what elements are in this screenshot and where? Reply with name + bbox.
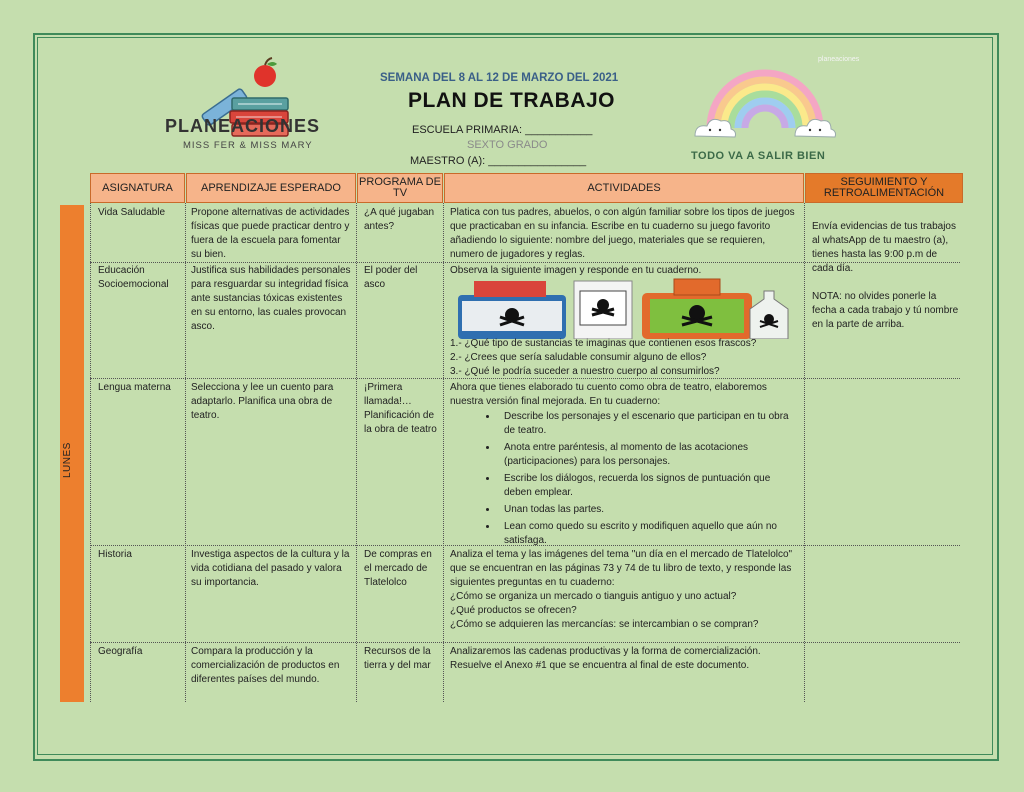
followup-note: NOTA: no olvides ponerle la fecha a cada trabajo y tú nombre en la parte de arriba.	[812, 291, 959, 330]
header-aprendizaje: APRENDIZAJE ESPERADO	[186, 173, 356, 203]
day-label: LUNES	[62, 442, 73, 478]
activity-text: Ahora que tienes elaborado tu cuento como obra de teatro, elaboremos nuestra versión final mejorada. En tu cuaderno:	[450, 382, 767, 407]
rainbow-caption: TODO VA A SALIR BIEN	[691, 150, 826, 162]
school-field: ESCUELA PRIMARIA: ___________	[412, 124, 593, 136]
list-item: • Escribe los diálogos, recuerda los signos de puntuación que deben emplear.	[498, 471, 800, 500]
tv-geografia: Recursos de la tierra y del mar	[364, 646, 431, 671]
tv-socioemocional: El poder del asco	[364, 265, 418, 290]
activity-text: Analiza el tema y las imágenes del tema "un día en el mercado de Tlatelolco" que se encuentran en las páginas 73 y 74 de tu libro de texto, y responde las siguientes preguntas en tu cuaderno:	[450, 549, 793, 588]
rainbow-icon	[690, 58, 840, 148]
grid-line	[804, 203, 805, 702]
question-3: 3.- ¿Qué le podría suceder a nuestro cuerpo al consumirlos?	[450, 366, 720, 377]
activity-text: Observa la siguiente imagen y responde en tu cuaderno.	[450, 265, 702, 276]
learning-socioemocional: Justifica sus habilidades personales para resguardar su integridad física ante sustancias tóxicas existentes en su entorno, las cuales provocan asco.	[191, 265, 351, 332]
watermark-text: planeaciones	[818, 56, 860, 63]
teacher-field: MAESTRO (A): ________________	[410, 155, 587, 167]
plan-title: PLAN DE TRABAJO	[408, 89, 616, 112]
followup-evidence: Envía evidencias de tus trabajos al whatsApp de tu maestro (a), tienes hasta las 9:00 p.m de cada día.	[812, 221, 956, 274]
bullet-list	[450, 409, 800, 548]
activity-socioemocional	[450, 264, 800, 278]
subject-vida-saludable: Vida Saludable	[98, 207, 166, 218]
grid-line	[443, 203, 444, 702]
logo-subtitle: MISS FER & MISS MARY	[183, 140, 313, 151]
activity-text: Platica con tus padres, abuelos, o con algún familiar sobre los tipos de juegos que practicaban en su infancia. Escribe en tu cuaderno su juego favorito añadiendo lo siguiente: nombre del juego, materiales que se requieren, numero de jugadores y reglas.	[450, 207, 795, 260]
header-programa-tv: PROGRAMA DE TV	[357, 173, 443, 203]
activity-questions	[450, 337, 800, 379]
header-seguimiento: SEGUIMIENTO Y RETROALIMENTACIÓN	[805, 173, 963, 203]
question-2: ¿Qué productos se ofrecen?	[450, 605, 577, 616]
subject-lengua-materna: Lengua materna	[98, 382, 171, 393]
activity-vida-saludable	[450, 206, 800, 262]
subject-historia: Historia	[98, 549, 132, 560]
question-1: 1.- ¿Qué tipo de sustancias te imaginas que contienen esos frascos?	[450, 338, 757, 349]
activity-geografia	[450, 645, 800, 673]
learning-historia: Investiga aspectos de la cultura y la vida cotidiana del pasado y valora su importancia.	[191, 549, 350, 588]
row-divider	[90, 642, 960, 643]
question-1: ¿Cómo se organiza un mercado o tianguis antiguo y uno actual?	[450, 591, 737, 602]
subject-geografia: Geografía	[98, 646, 143, 657]
grid-line	[356, 203, 357, 702]
list-item: • Describe los personajes y el escenario que participan en tu obra de teatro.	[498, 409, 800, 438]
list-item: • Anota entre paréntesis, al momento de las acotaciones (participaciones) para los personajes.	[498, 440, 800, 469]
question-3: ¿Cómo se adquieren las mercancías: se intercambian o se compran?	[450, 619, 759, 630]
tv-historia: De compras en el mercado de Tlatelolco	[364, 549, 432, 588]
tv-vida-saludable: ¿A qué jugaban antes?	[364, 207, 435, 232]
learning-lengua-materna: Selecciona y lee un cuento para adaptarlo. Planifica una obra de teatro.	[191, 382, 334, 421]
learning-vida-saludable: Propone alternativas de actividades físicas que puede practicar dentro y fuera de la escuela para fomentar su bien.	[191, 207, 350, 260]
question-2: 2.- ¿Crees que sería saludable consumir alguno de ellos?	[450, 352, 707, 363]
tv-lengua-materna: ¡Primera llamada!… Planificación de la obra de teatro	[364, 382, 437, 435]
week-range: SEMANA DEL 8 AL 12 DE MARZO DEL 2021	[380, 72, 619, 84]
grade-label: SEXTO GRADO	[467, 139, 548, 151]
header-actividades: ACTIVIDADES	[444, 173, 804, 203]
learning-geografia: Compara la producción y la comercialización de productos en diferentes países del mundo.	[191, 646, 340, 685]
toxic-bottles-image	[452, 277, 798, 339]
logo-title: PLANEACIONES	[165, 116, 321, 136]
subject-socioemocional: Educación Socioemocional	[98, 265, 169, 290]
header-asignatura: ASIGNATURA	[90, 173, 185, 203]
grid-line	[90, 203, 91, 702]
grid-line	[185, 203, 186, 702]
list-item: • Unan todas las partes.	[498, 502, 800, 517]
activity-annex: Resuelve el Anexo #1 que se encuentra al final de este documento.	[450, 660, 750, 671]
activity-lengua-materna	[450, 381, 800, 550]
activity-text: Analizaremos las cadenas productivas y la forma de comercialización.	[450, 646, 761, 657]
activity-historia	[450, 548, 800, 632]
list-item: • Lean como quedo su escrito y modifiquen aquello que aún no satisfaga.	[498, 519, 800, 548]
